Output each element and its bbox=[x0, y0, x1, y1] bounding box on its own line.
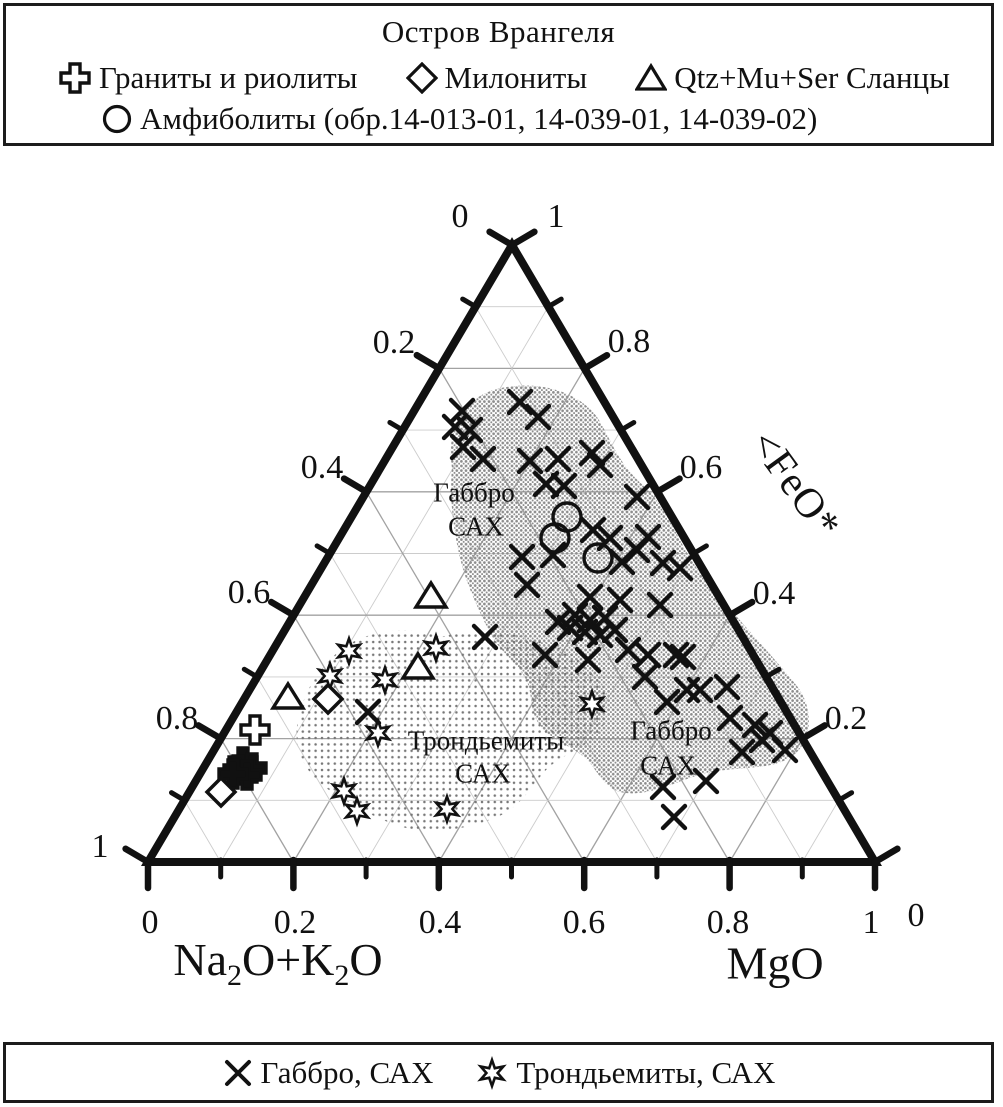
axis-label-na2o-k2o: $Na_2O+K_2O$ bbox=[173, 933, 383, 993]
right-axis-tick-label: 0.2 bbox=[824, 700, 868, 737]
right-axis-tick-label: 0 bbox=[907, 897, 925, 934]
legend-label: Амфиболиты (обр.14-013-01, 14-039-01, 14-039-02) bbox=[140, 101, 818, 136]
bottom-axis-tick-label: 0.4 bbox=[418, 904, 462, 941]
right-axis-tick-label: 0.6 bbox=[679, 449, 723, 486]
left-axis-tick-label: 0.8 bbox=[155, 700, 199, 737]
left-axis-tick-label: 0.4 bbox=[300, 449, 344, 486]
legend-label: Габбро, САХ bbox=[260, 1054, 434, 1090]
region-label-gabbro-1: Габбро bbox=[433, 477, 515, 508]
legend-label: Трондьемиты, САХ bbox=[516, 1054, 776, 1090]
region-label-gabbro-2: САХ bbox=[640, 750, 696, 781]
chart-title: Остров Врангеля bbox=[381, 14, 616, 49]
legend-label: Qtz+Mu+Ser Сланцы bbox=[674, 60, 950, 95]
bottom-axis-tick-label: 1 bbox=[862, 904, 880, 941]
bottom-axis-tick-label: 0 bbox=[141, 904, 159, 941]
region-label-gabbro-1: САХ bbox=[448, 511, 504, 542]
right-axis-tick-label: 0.8 bbox=[607, 323, 651, 360]
legend-label: Граниты и риолиты bbox=[99, 60, 358, 95]
region-label-trondhjemites: САХ bbox=[455, 758, 511, 789]
bottom-axis-tick-label: 0.6 bbox=[562, 904, 606, 941]
legend-label: Милониты bbox=[444, 60, 588, 95]
left-axis-tick-label: 0.2 bbox=[372, 324, 416, 361]
right-axis-tick-label: 1 bbox=[547, 198, 565, 235]
left-axis-tick-label: 0 bbox=[451, 198, 469, 235]
axis-label-mgo: MgO bbox=[726, 937, 824, 989]
left-axis-tick-label: 1 bbox=[91, 828, 109, 865]
bottom-axis-tick-label: 0.8 bbox=[706, 904, 750, 941]
region-label-gabbro-2: Габбро bbox=[630, 715, 712, 746]
bottom-axis-tick-label: 0.2 bbox=[273, 904, 317, 941]
right-axis-tick-label: 0.4 bbox=[752, 575, 796, 612]
axis-label-feo: <FeO* bbox=[740, 422, 850, 548]
region-label-trondhjemites: Трондьемиты bbox=[407, 725, 565, 756]
left-axis-tick-label: 0.6 bbox=[227, 574, 271, 611]
